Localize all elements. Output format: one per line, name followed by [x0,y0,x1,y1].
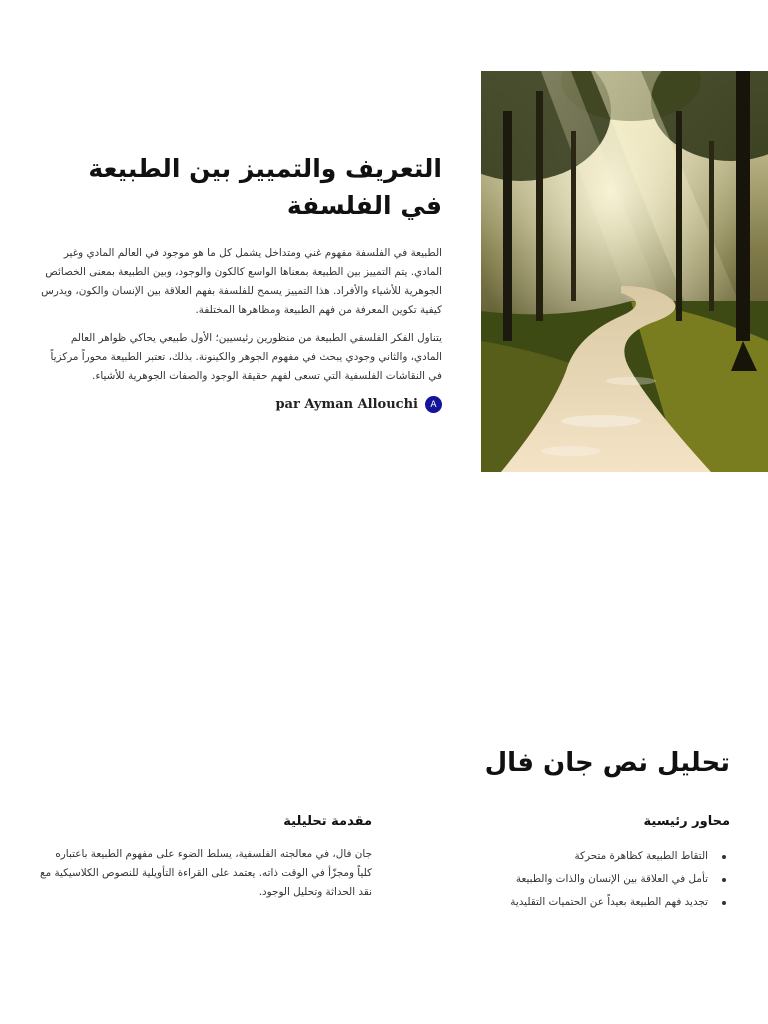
list-item: تجديد فهم الطبيعة بعيداً عن الحتميات التقليدية [430,891,730,914]
slide-2-title: تحليل نص جان فال [484,748,730,778]
slide-2 [0,512,768,1024]
perspectives-paragraph: يتناول الفكر الفلسفي الطبيعة من منظورين رئيسيين؛ الأول طبيعي يحاكي ظواهر العالم المادي، والثاني وجودي يبحث في مفهوم الجوهر والكينونة. بذلك، تعتبر الطبيعة محوراً مركزياً في النقاشات الفلسفية التي تسعى لفهم حقيقة الوجود والصفات الجوهرية للأشياء. [50,332,442,382]
main-axes-column [430,814,730,914]
forest-path-illustration [481,71,768,472]
definition-paragraph: الطبيعة في الفلسفة مفهوم غني ومتداخل يشمل كل ما هو موجود في العالم المادي وغير المادي. يتم التمييز بين الطبيعة بمعناها الواسع كالكون والوجود، وبين الطبيعة بمعنى الخصائص الجوهرية للأشياء والأفراد. هذا التمييز يسمح للفلسفة بفهم العلاقة بين الإنسان والكون، ويدرس كيفية تكوين المعرفة من فهم الطبيعة ومظاهرها المختلفة. [41,247,442,316]
list-item: تأمل في العلاقة بين الإنسان والذات والطبيعة [430,868,730,891]
slide-1-title: التعريف والتمييز بين الطبيعة في الفلسفة [88,154,442,220]
author-name: par Ayman Allouchi [275,397,418,412]
avatar: A [425,396,442,413]
forest-path-image [481,71,768,472]
main-axes-list [430,845,730,914]
analytical-intro-text: جان فال، في معالجته الفلسفية، يسلط الضوء على مفهوم الطبيعة باعتباره كلياً ومجزّأ في الوقت ذاته. يعتمد على القراءة التأويلية للنصوص الكلاسيكية مع نقد الحداثة وتحليل الوجود. [40,848,372,898]
list-item: التقاط الطبيعة كظاهرة متحركة [430,845,730,868]
author-byline[interactable] [40,396,442,413]
intro-text-column [40,150,442,413]
analytical-intro-heading: مقدمة تحليلية [283,814,372,829]
main-axes-heading: محاور رئيسية [643,814,730,829]
analytical-intro-column [40,814,372,902]
